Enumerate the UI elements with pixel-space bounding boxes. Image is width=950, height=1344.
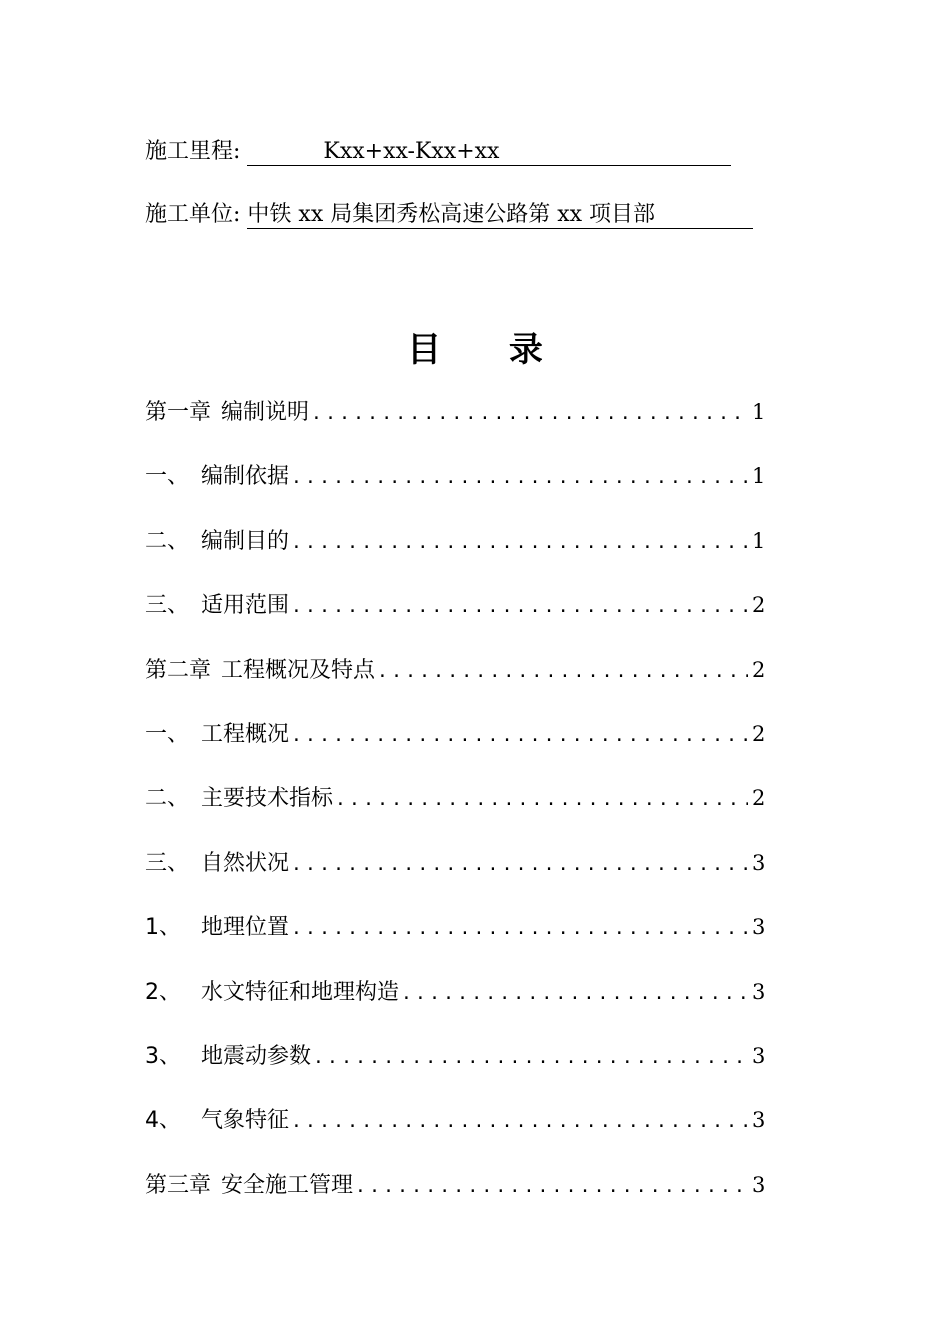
toc-entry-page: 2 bbox=[752, 721, 766, 746]
toc-entry-number: 2、 bbox=[145, 979, 181, 1005]
toc-entry[interactable] bbox=[145, 1168, 770, 1232]
toc-entry-number: 二、 bbox=[145, 786, 190, 812]
toc-entry[interactable] bbox=[145, 910, 770, 974]
toc-entry-title: 编制目的 bbox=[201, 528, 290, 554]
toc-entry-page: 1 bbox=[752, 464, 766, 489]
toc-dot-leader bbox=[291, 918, 748, 939]
toc-entry-title: 主要技术指标 bbox=[201, 786, 334, 812]
toc-dot-leader bbox=[291, 1111, 748, 1132]
toc-entry-page: 2 bbox=[752, 786, 766, 811]
construction-mileage-label: 施工里程: bbox=[145, 139, 241, 164]
toc-entry[interactable] bbox=[145, 1103, 770, 1167]
toc-entry-page: 3 bbox=[752, 1108, 766, 1133]
toc-entry-number: 三、 bbox=[145, 850, 190, 876]
toc-entry-title: 编制依据 bbox=[201, 464, 290, 490]
toc-entry-title: 地震动参数 bbox=[201, 1043, 312, 1069]
construction-mileage-line bbox=[145, 137, 731, 167]
toc-title: 目 录 bbox=[407, 330, 571, 370]
toc-entry[interactable] bbox=[145, 846, 770, 910]
toc-entry-number: 第三章 bbox=[145, 1172, 212, 1198]
toc-entry-title: 气象特征 bbox=[201, 1108, 290, 1134]
toc-entry-title: 工程概况及特点 bbox=[221, 657, 376, 683]
toc-entry-title: 工程概况 bbox=[201, 721, 290, 747]
construction-unit-line bbox=[145, 200, 753, 230]
toc-entry[interactable] bbox=[145, 653, 770, 717]
toc-entry[interactable] bbox=[145, 975, 770, 1039]
toc-entry[interactable] bbox=[145, 717, 770, 781]
toc-dot-leader bbox=[291, 854, 748, 875]
toc-dot-leader bbox=[377, 661, 748, 682]
toc-entry-number: 4、 bbox=[145, 1108, 181, 1134]
toc-entry-title: 编制说明 bbox=[221, 400, 310, 425]
toc-entry-number: 二、 bbox=[145, 528, 190, 554]
toc-dot-leader bbox=[313, 1047, 748, 1068]
toc-entry-title: 地理位置 bbox=[201, 915, 290, 941]
toc-dot-leader bbox=[311, 403, 748, 424]
toc-entry-title: 水文特征和地理构造 bbox=[201, 979, 400, 1005]
construction-unit-label: 施工单位: bbox=[145, 202, 241, 227]
toc-entry[interactable] bbox=[145, 588, 770, 652]
toc-entry-page: 2 bbox=[752, 657, 766, 682]
toc-dot-leader bbox=[291, 467, 748, 488]
toc-entry[interactable] bbox=[145, 1039, 770, 1103]
toc-entry-page: 3 bbox=[752, 915, 766, 940]
toc-dot-leader bbox=[401, 983, 748, 1004]
toc-entry-number: 第一章 bbox=[145, 400, 212, 425]
toc-entry-title: 自然状况 bbox=[201, 850, 290, 876]
toc-entry-number: 3、 bbox=[145, 1043, 181, 1069]
toc-entry-page: 3 bbox=[752, 1172, 766, 1197]
toc-entry-number: 1、 bbox=[145, 915, 181, 941]
toc-entry[interactable] bbox=[145, 524, 770, 588]
toc-dot-leader bbox=[291, 596, 748, 617]
toc-entry[interactable] bbox=[145, 459, 770, 523]
toc-entry-title: 适用范围 bbox=[201, 593, 290, 619]
toc-entry-number: 一、 bbox=[145, 721, 190, 747]
toc-dot-leader bbox=[355, 1176, 748, 1197]
table-of-contents bbox=[145, 395, 770, 1232]
toc-entry-number: 第二章 bbox=[145, 657, 212, 683]
toc-dot-leader bbox=[335, 789, 748, 810]
toc-entry-page: 3 bbox=[752, 850, 766, 875]
toc-entry-number: 一、 bbox=[145, 464, 190, 490]
toc-entry-page: 1 bbox=[752, 400, 766, 424]
toc-entry-page: 2 bbox=[752, 593, 766, 618]
toc-entry-number: 三、 bbox=[145, 593, 190, 619]
toc-entry-title: 安全施工管理 bbox=[221, 1172, 354, 1198]
toc-entry-page: 3 bbox=[752, 979, 766, 1004]
toc-dot-leader bbox=[291, 725, 748, 746]
toc-entry[interactable] bbox=[145, 781, 770, 845]
construction-unit-value: 中铁 xx 局集团秀松高速公路第 xx 项目部 bbox=[247, 202, 753, 229]
toc-dot-leader bbox=[291, 532, 748, 553]
toc-entry-page: 1 bbox=[752, 528, 766, 553]
construction-mileage-value: Kxx+xx-Kxx+xx bbox=[247, 139, 731, 166]
toc-entry[interactable] bbox=[145, 395, 770, 459]
toc-entry-page: 3 bbox=[752, 1043, 766, 1068]
